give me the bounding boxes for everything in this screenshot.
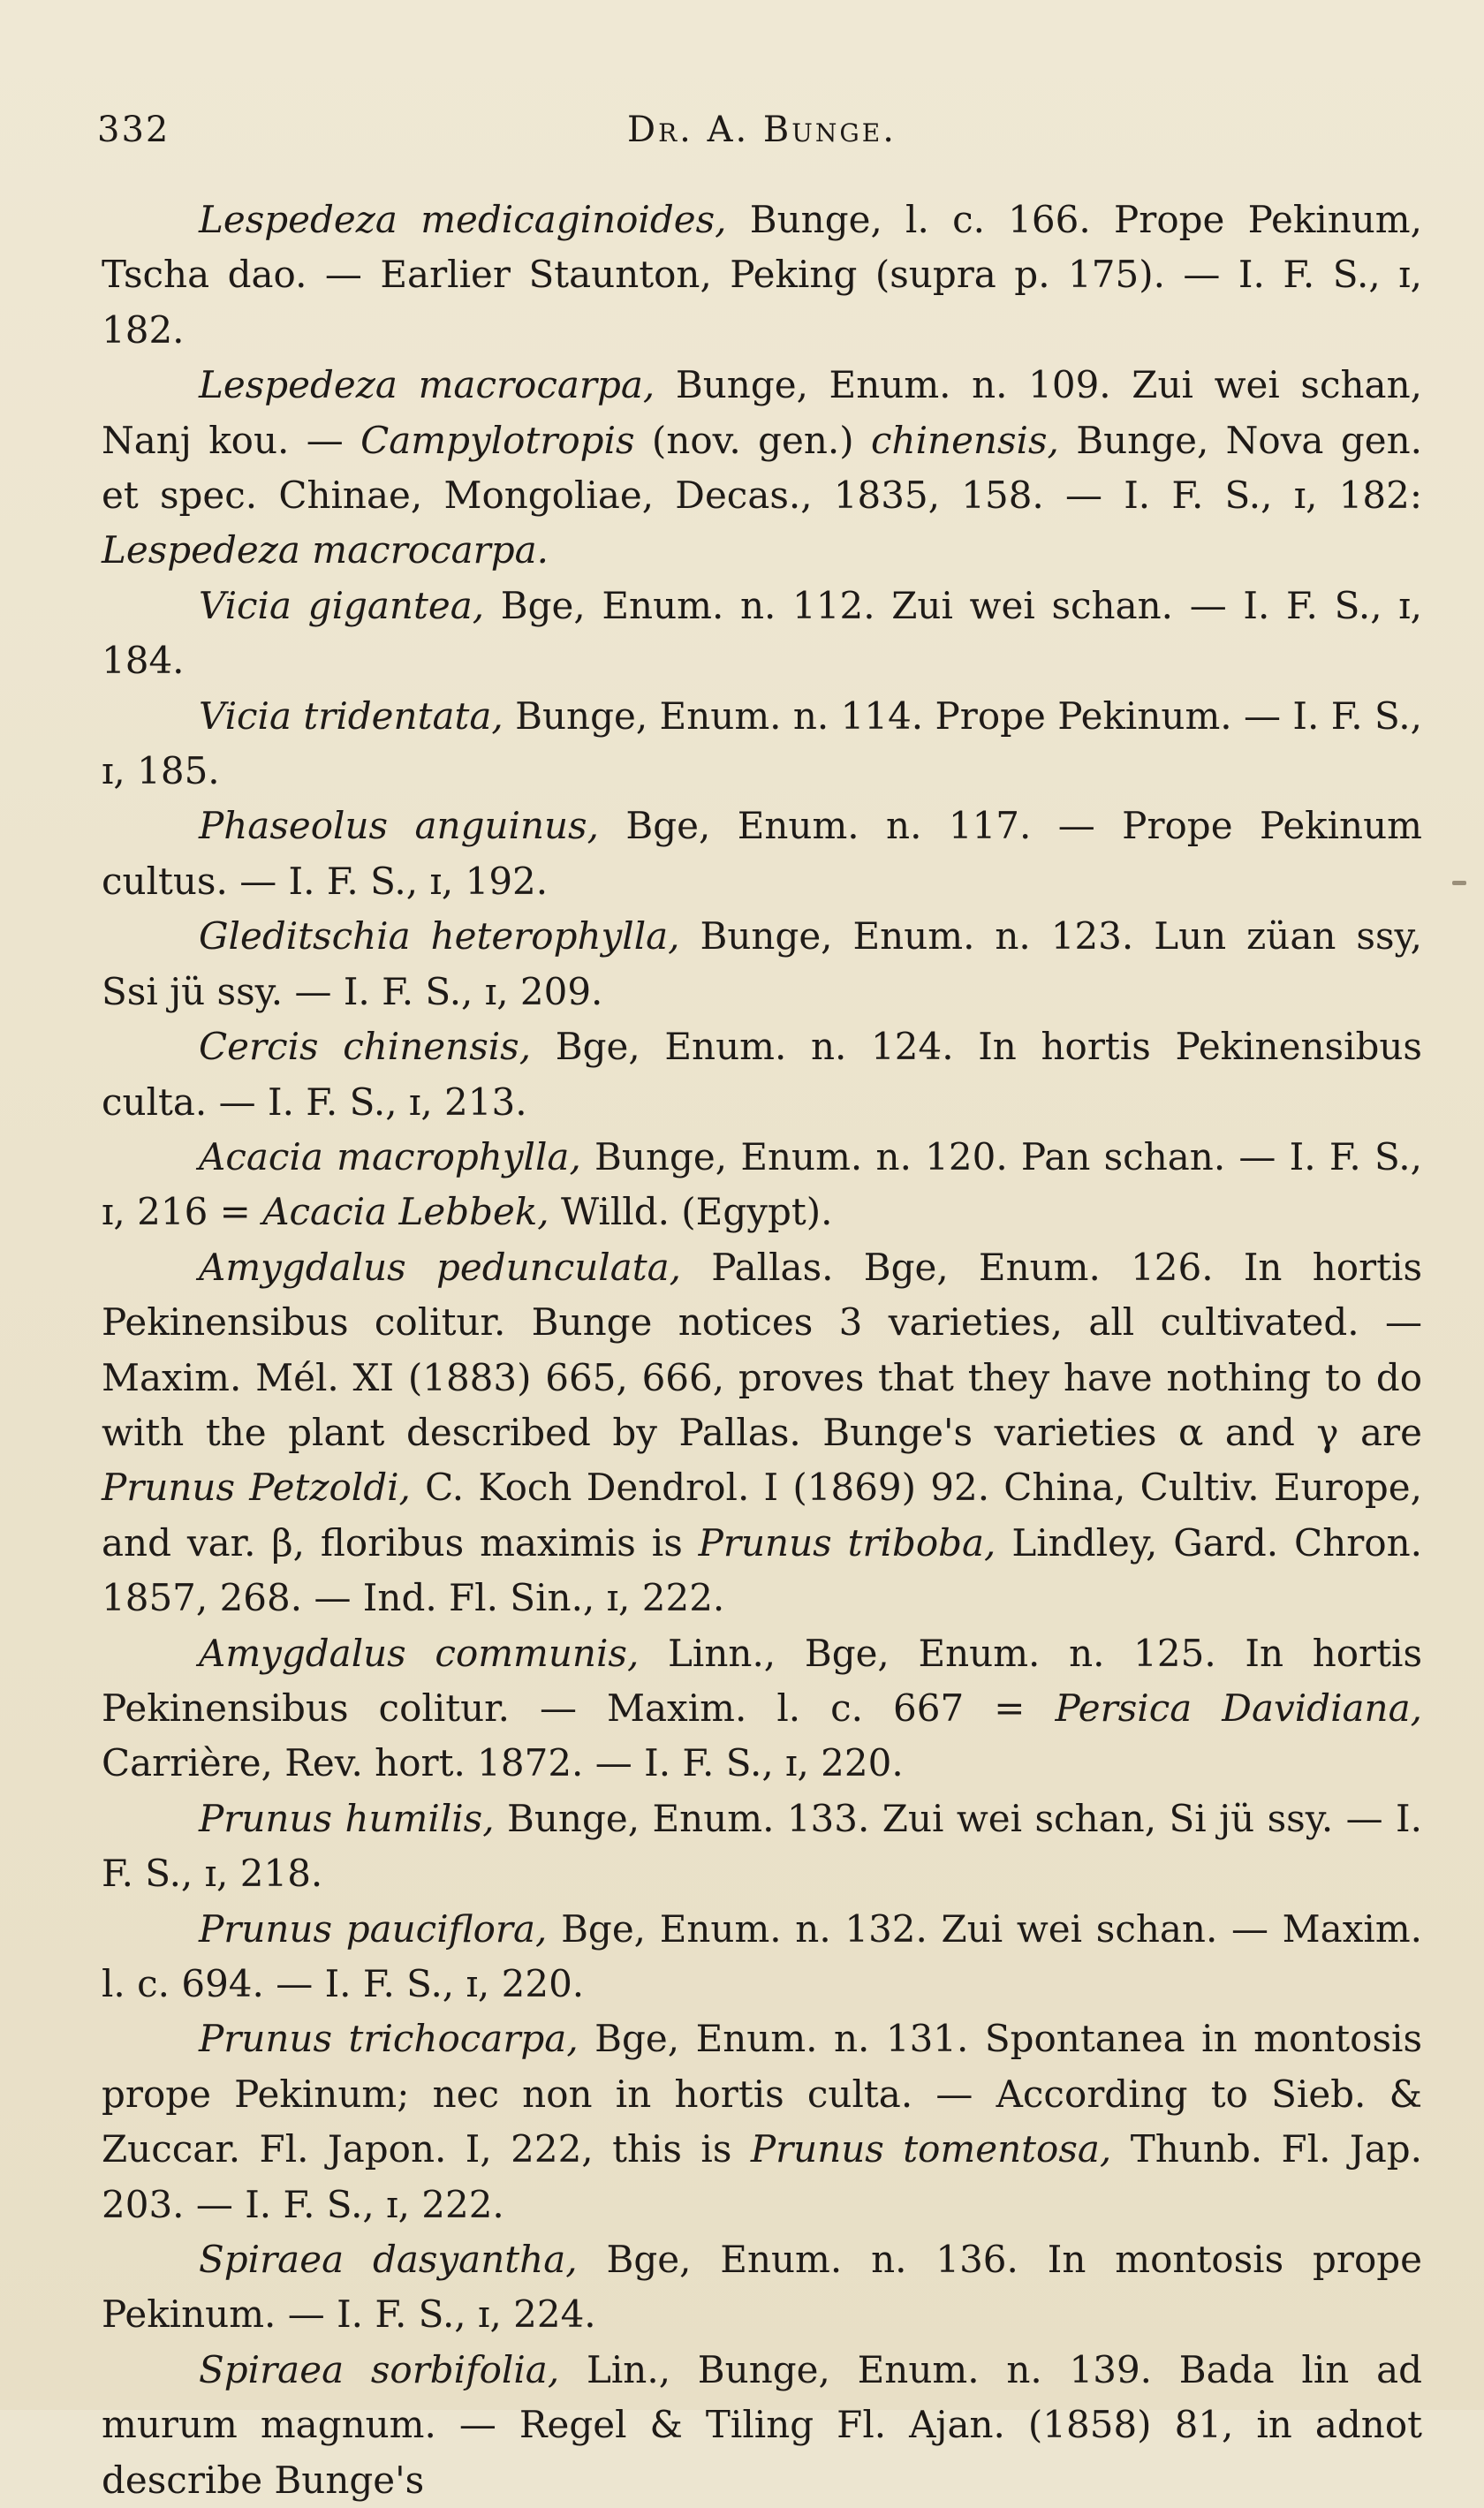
species-name: Phaseolus anguinus, [199,804,599,848]
entry-text: Lin., Bunge, Enum. n. 139. Bada lin ad murum magnum. — Regel & Tiling Fl. Ajan. (1858) 81, in adnot describe Bunge's [102,2347,1422,2502]
entry-prunus-trichocarpa [102,2012,1422,2232]
entry-vicia-gigantea [102,579,1422,689]
entry-cercis-chinensis [102,1019,1422,1130]
margin-mark [1452,881,1466,885]
species-name: Cercis chinensis, [199,1025,532,1069]
species-name: Prunus Petzoldi, [102,1466,411,1510]
species-name: Vicia tridentata, [199,693,504,738]
entry-text: Bunge, Nova gen. et spec. Chinae, Mongoliae, Decas., 1835, 158. — I. F. S., ɪ, 182: [102,418,1422,518]
page-number: 332 [97,110,170,150]
page-body [102,193,1422,2508]
entry-text: Thunb. Fl. Jap. 203. — I. F. S., ɪ, 222. [102,2127,1422,2226]
entry-text: Bunge, Enum. n. 114. Prope Pekinum. — I. F. S., ɪ, 185. [102,693,1422,793]
species-name: Vicia gigantea, [199,583,485,627]
entry-text: Bunge, Enum. 133. Zui wei schan, Si jü ssy. — I. F. S., ɪ, 218. [102,1796,1422,1896]
species-name: Amygdalus communis, [199,1631,640,1675]
species-name: Prunus tomentosa, [750,2127,1112,2171]
entry-text: Bge, Enum. n. 136. In montosis prope Pekinum. — I. F. S., ɪ, 224. [102,2238,1422,2337]
entry-text: Willd. (Egypt). [549,1190,833,1234]
species-name: Gleditschia heterophylla, [199,914,680,958]
entry-text: Bge, Enum. n. 132. Zui wei schan. — Maxim. l. c. 694. — I. F. S., ɪ, 220. [102,1906,1422,2005]
species-name: chinensis, [871,418,1059,462]
species-name: Spiraea sorbifolia, [199,2347,560,2391]
entry-text: Bge, Enum. n. 124. In hortis Pekinensibus culta. — I. F. S., ɪ, 213. [102,1025,1422,1124]
entry-text: Lindley, Gard. Chron. 1857, 268. — Ind. Fl. Sin., ɪ, 222. [102,1520,1423,1620]
species-name: Amygdalus pedunculata, [199,1245,682,1289]
species-name: Persica Davidiana, [1055,1686,1422,1730]
entry-text: Carrière, Rev. hort. 1872. — I. F. S., ɪ, 220. [102,1741,904,1785]
entry-acacia-macrophylla [102,1130,1422,1240]
entry-prunus-pauciflora [102,1902,1422,2012]
entry-vicia-tridentata [102,689,1422,799]
entry-gleditschia-heterophylla [102,909,1422,1019]
species-name: Lespedeza macrocarpa, [199,363,655,407]
page-header [97,99,1422,161]
entry-spiraea-sorbifolia [102,2343,1422,2508]
entry-text: Pallas. Bge, Enum. 126. In hortis Pekinensibus colitur. Bunge notices 3 varieties, all cultivated. — Maxim. Mél. XI (1883) 665, 666, proves that they have nothing to do with the plant described by Pallas. Bunge's varieties α and γ are [102,1245,1422,1454]
species-name: Prunus triboba, [698,1520,996,1565]
species-name: Acacia Lebbek, [262,1190,549,1234]
entry-amygdalus-pedunculata [102,1240,1422,1626]
species-name: Prunus humilis, [199,1796,495,1840]
entry-text: C. Koch Dendrol. I (1869) 92. China, Cultiv. Europe, and var. β, floribus maximis is [102,1466,1423,1565]
entry-phaseolus-anguinus [102,799,1422,909]
entry-text: Bunge, Enum. n. 120. Pan schan. — I. F. S., ɪ, 216 = [102,1134,1423,1234]
species-name: Lespedeza medicaginoides, [199,198,727,241]
entry-text: Bge, Enum. n. 112. Zui wei schan. — I. F. S., ɪ, 184. [102,583,1422,683]
species-name: Prunus trichocarpa, [199,2017,579,2061]
species-name: Prunus pauciflora, [199,1906,548,1951]
entry-text: Bge, Enum. n. 117. — Prope Pekinum cultus. — I. F. S., ɪ, 192. [102,804,1422,903]
entry-amygdalus-communis [102,1626,1422,1792]
entry-text: Bge, Enum. n. 131. Spontanea in montosis prope Pekinum; nec non in hortis culta. — According to Sieb. & Zuccar. Fl. Japon. I, 222, this is [102,2017,1423,2171]
entry-text: Bunge, Enum. n. 109. Zui wei schan, Nanj kou. — [102,363,1422,462]
entry-lespedeza-medicaginoides [102,193,1422,358]
species-name: Acacia macrophylla, [199,1134,581,1178]
entry-spiraea-dasyantha [102,2232,1422,2343]
entry-text: Bunge, Enum. n. 123. Lun züan ssy, Ssi jü ssy. — I. F. S., ɪ, 209. [102,914,1422,1013]
entry-lespedeza-macrocarpa [102,358,1422,579]
entry-text: Bunge, l. c. 166. Prope Pekinum, Tscha dao. — Earlier Staunton, Peking (supra p. 175). — I. F. S., ɪ, 182. [102,198,1422,352]
entry-text: Linn., Bge, Enum. n. 125. In hortis Pekinensibus colitur. — Maxim. l. c. 667 = [102,1631,1422,1730]
species-name: Lespedeza macrocarpa. [102,528,549,572]
entry-prunus-humilis [102,1792,1422,1902]
species-name: Spiraea dasyantha, [199,2238,578,2282]
running-head: Dr. A. Bunge. [627,110,897,150]
entry-text: (nov. gen.) [634,418,872,462]
genus-name: Campylotropis [360,418,635,462]
